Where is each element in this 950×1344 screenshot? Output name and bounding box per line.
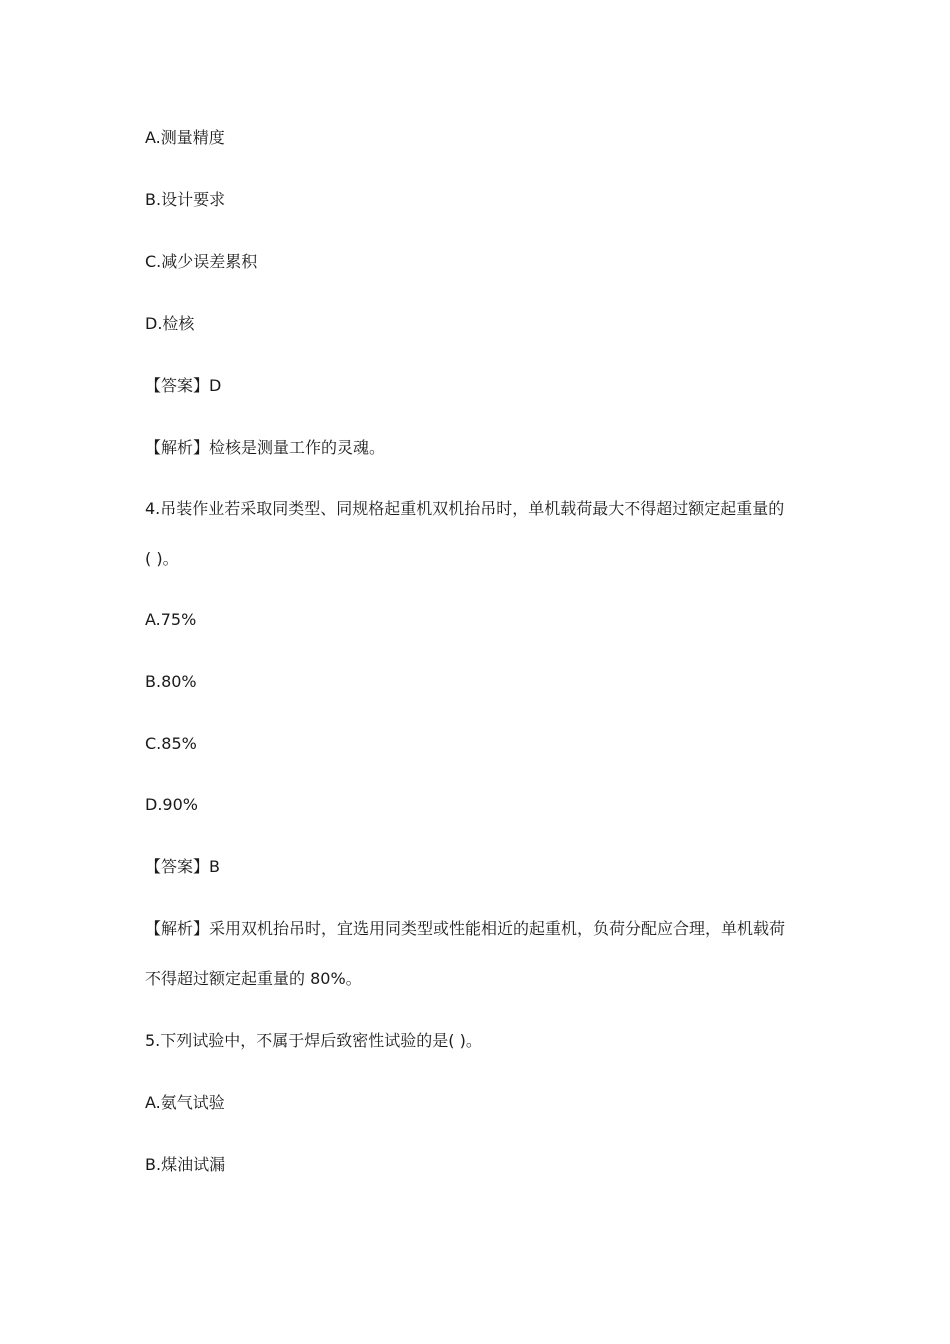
q4-analysis-line2: 不得超过额定起重量的 80%。: [145, 969, 362, 988]
q4-option-d: D.90%: [145, 795, 198, 814]
q4-option-c: C.85%: [145, 734, 197, 753]
q3-option-c: C.减少误差累积: [145, 252, 258, 271]
q3-option-b: B.设计要求: [145, 190, 226, 209]
q4-option-a: A.75%: [145, 610, 197, 629]
q5-stem: 5.下列试验中，不属于焊后致密性试验的是( )。: [145, 1031, 482, 1050]
q3-option-d: D.检核: [145, 314, 195, 333]
q3-answer: 【答案】D: [145, 376, 222, 395]
q4-option-b: B.80%: [145, 672, 197, 691]
q5-option-b: B.煤油试漏: [145, 1155, 226, 1174]
q4-stem-line2: ( )。: [145, 549, 179, 568]
q3-option-a: A.测量精度: [145, 128, 225, 147]
q4-analysis-line1: 【解析】采用双机抬吊时，宜选用同类型或性能相近的起重机，负荷分配应合理，单机载荷: [145, 919, 786, 938]
q4-stem-line1: 4.吊装作业若采取同类型、同规格起重机双机抬吊时，单机载荷最大不得超过额定起重量的: [145, 499, 785, 518]
q3-analysis: 【解析】检核是测量工作的灵魂。: [145, 438, 386, 457]
q5-option-a: A.氨气试验: [145, 1093, 225, 1112]
q4-answer: 【答案】B: [145, 857, 220, 876]
